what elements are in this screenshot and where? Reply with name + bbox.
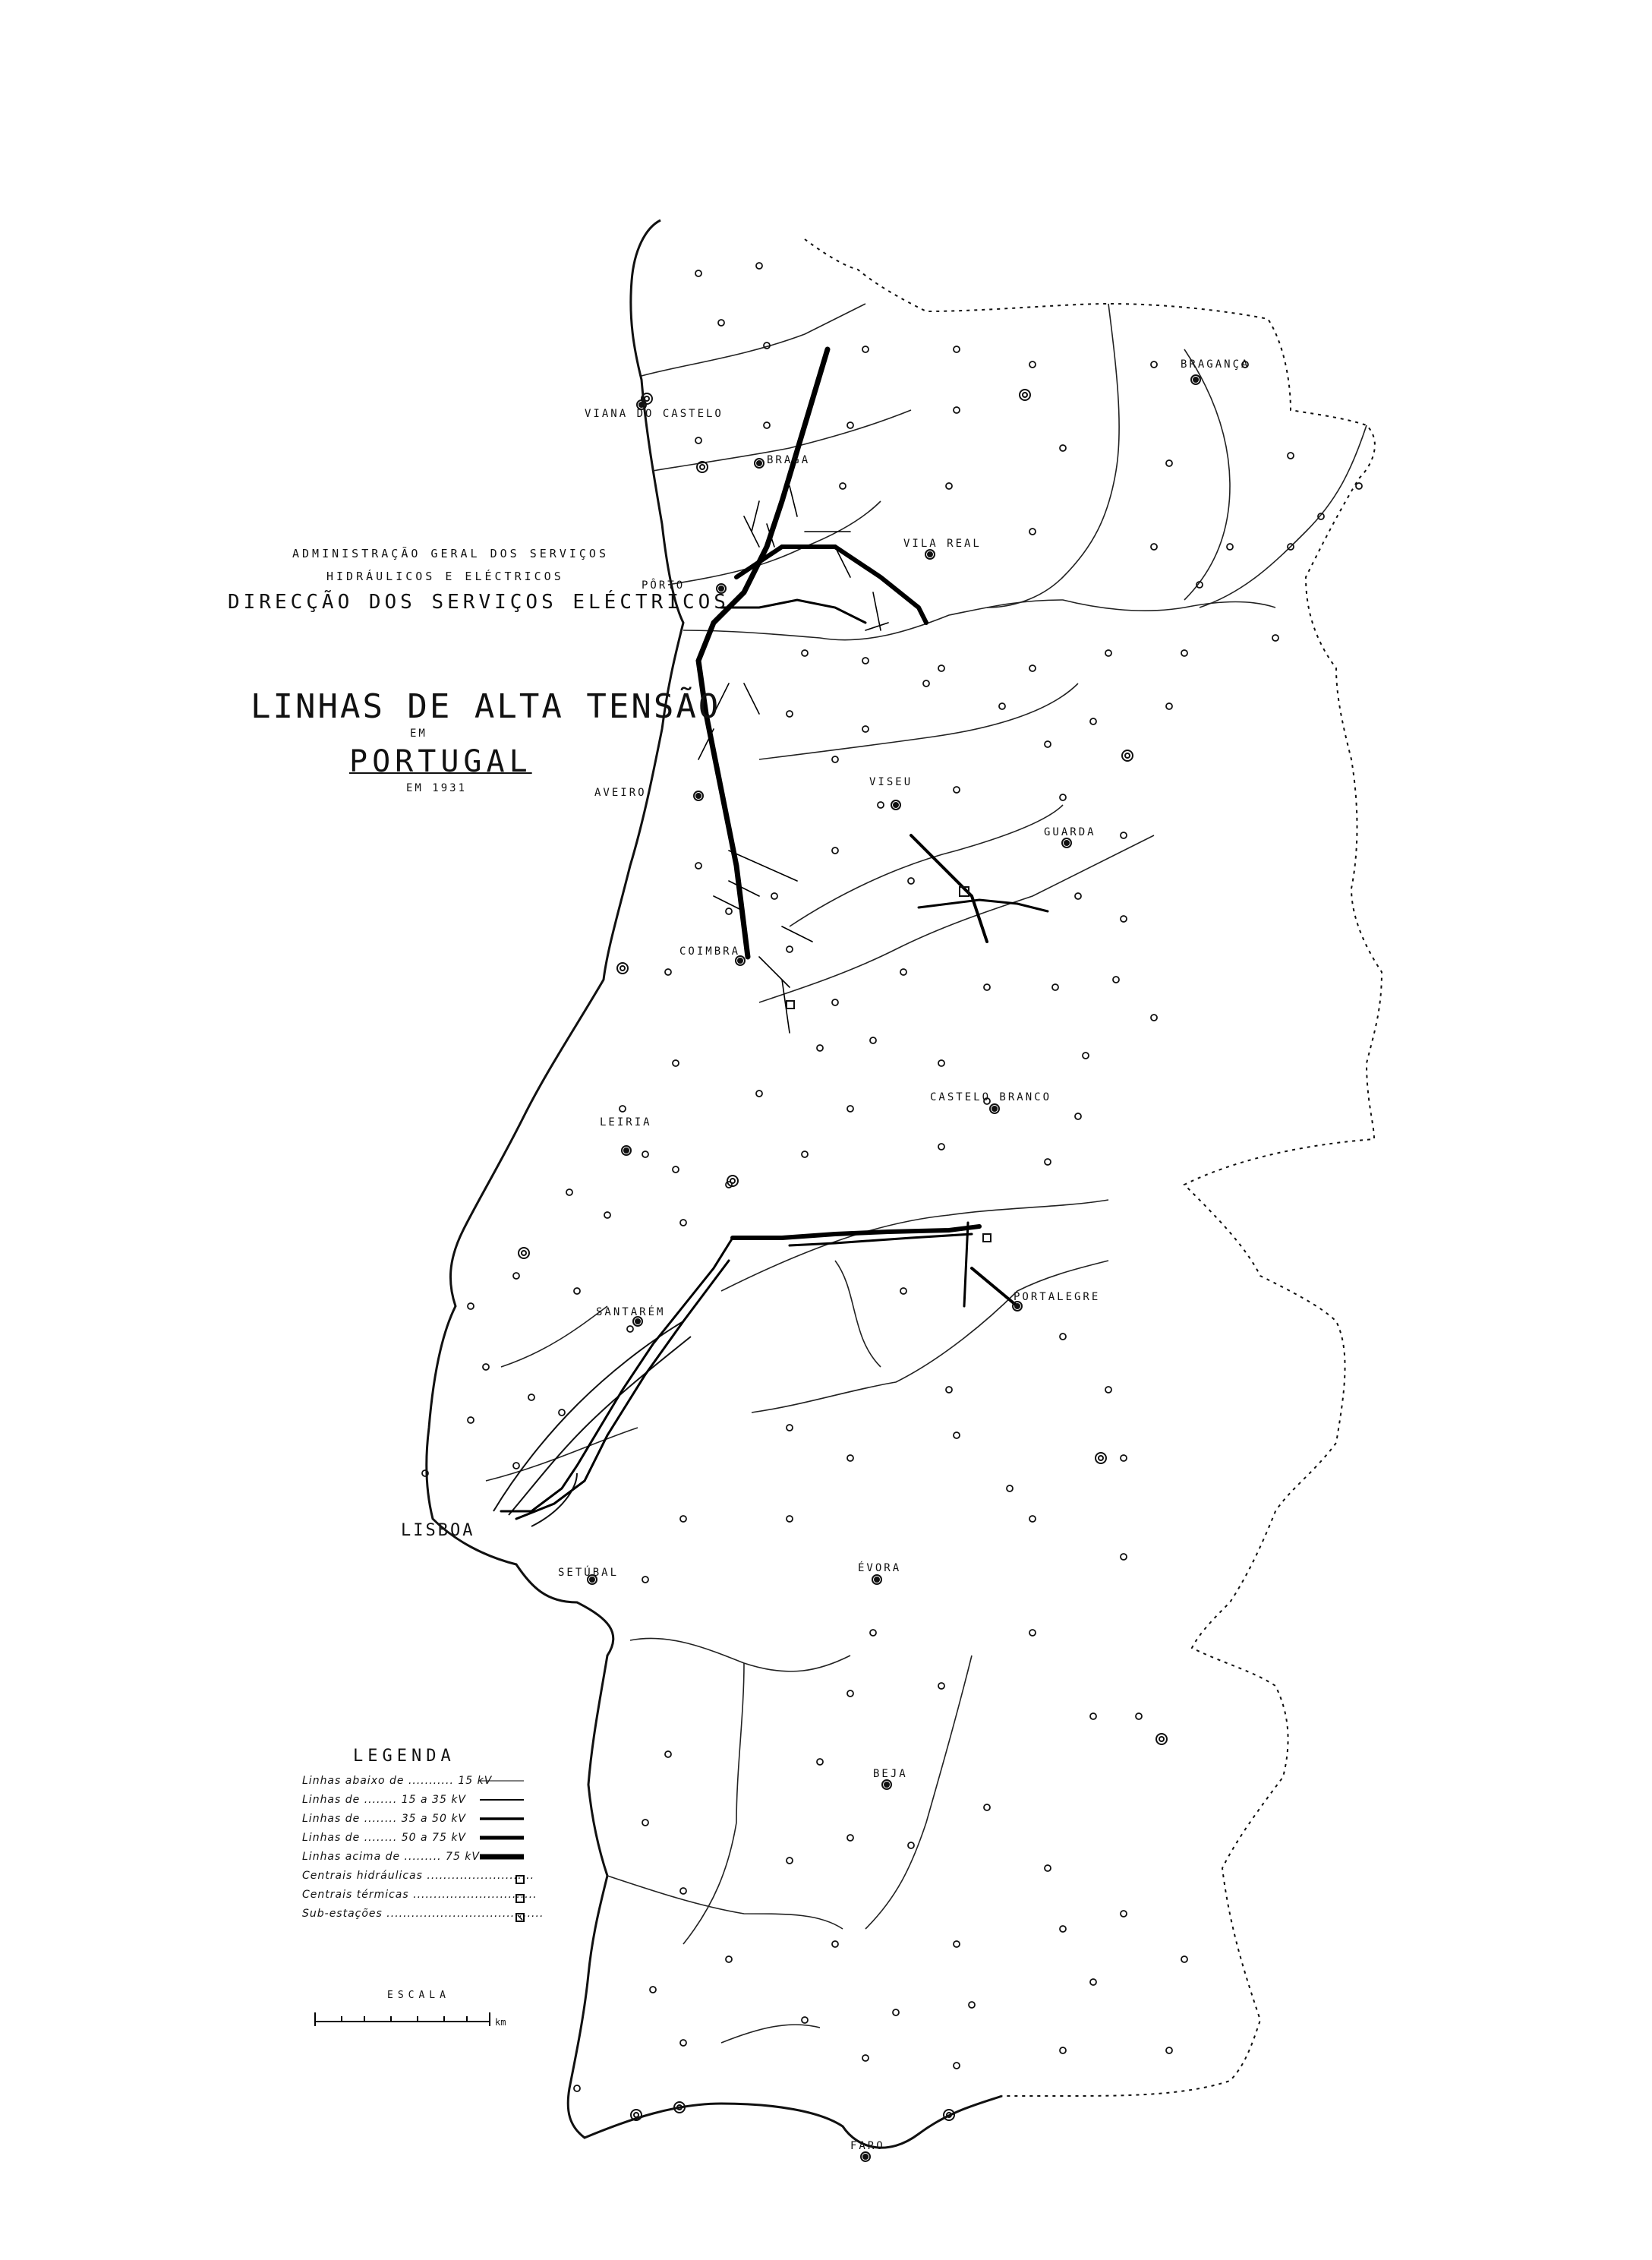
legend-item-above-75kv: Linhas acima de ......... 75 kV bbox=[302, 1851, 480, 1863]
plant-squares bbox=[787, 887, 991, 1242]
city-label-leiria: LEIRIA bbox=[600, 1116, 652, 1128]
rivers bbox=[486, 304, 1367, 2043]
map-title-country: PORTUGAL bbox=[349, 744, 532, 779]
legend-item-hydraulic: Centrais hidráulicas .......................... bbox=[302, 1870, 535, 1882]
map-title-year: EM 1931 bbox=[406, 782, 468, 794]
legend-item-thermal: Centrais térmicas .............................. bbox=[302, 1889, 538, 1901]
city-label-guarda: GUARDA bbox=[1044, 826, 1096, 838]
header-line-2: HIDRÁULICOS E ELÉCTRICOS bbox=[326, 570, 564, 583]
city-label-aveiro: AVEIRO bbox=[594, 787, 647, 799]
legend-item-35-50kv: Linhas de ........ 35 a 50 kV bbox=[302, 1813, 467, 1825]
legend-item-15-35kv: Linhas de ........ 15 a 35 kV bbox=[302, 1794, 467, 1806]
station-markers bbox=[519, 390, 1167, 2120]
city-label-vila-real: VILA REAL bbox=[903, 538, 982, 550]
city-label-evora: ÉVORA bbox=[858, 1562, 902, 1574]
city-label-santarem: SANTARÉM bbox=[596, 1306, 666, 1318]
country-border bbox=[805, 239, 1382, 2096]
legend-item-50-75kv: Linhas de ........ 50 a 75 kV bbox=[302, 1832, 467, 1844]
header-line-3: DIRECÇÃO DOS SERVIÇOS ELÉCTRICOS bbox=[228, 591, 730, 614]
header-line-1: ADMINISTRAÇÃO GERAL DOS SERVIÇOS bbox=[292, 547, 609, 560]
locality-markers bbox=[422, 263, 1362, 2091]
legend-item-below-15kv: Linhas abaixo de ........... 15 kV bbox=[302, 1775, 493, 1787]
legend-title: LEGENDA bbox=[353, 1747, 456, 1766]
city-label-braganca: BRAGANÇA bbox=[1181, 358, 1250, 371]
city-label-lisboa: LISBOA bbox=[401, 1521, 475, 1540]
scale-unit: km bbox=[495, 2017, 506, 2028]
transmission-lines bbox=[501, 349, 1048, 1519]
city-label-porto: PÔRTO bbox=[642, 579, 686, 592]
city-label-braga: BRAGA bbox=[767, 454, 811, 466]
city-label-viseu: VISEU bbox=[869, 776, 913, 788]
city-label-coimbra: COIMBRA bbox=[679, 945, 741, 958]
scale-title: ESCALA bbox=[387, 1990, 450, 2001]
scale-bar bbox=[315, 2012, 490, 2026]
city-label-portalegre: PORTALEGRE bbox=[1014, 1291, 1101, 1303]
legend-item-substations: Sub-estações ...................................... bbox=[302, 1908, 544, 1920]
city-label-castelo-branco: CASTELO BRANCO bbox=[930, 1091, 1052, 1103]
city-label-setubal: SETÚBAL bbox=[558, 1567, 620, 1579]
map-title-em: EM bbox=[410, 728, 427, 740]
city-label-beja: BEJA bbox=[873, 1768, 908, 1780]
map-title: LINHAS DE ALTA TENSÃO bbox=[251, 687, 721, 726]
city-label-faro: FARO bbox=[850, 2140, 885, 2152]
city-label-viana: VIANA DO CASTELO bbox=[585, 408, 724, 420]
